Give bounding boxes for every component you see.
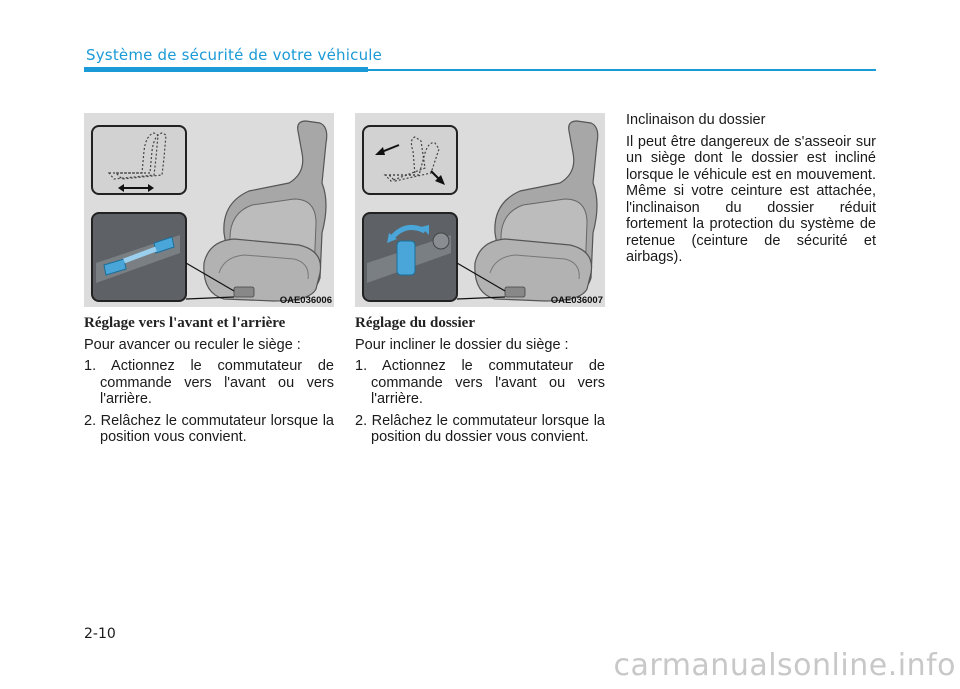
header-accent-bar xyxy=(84,67,368,72)
step-item: 1. Actionnez le commutateur de commande vers l'avant ou vers l'arrière. xyxy=(84,358,334,407)
step-item: 1. Actionnez le commutateur de commande vers l'avant ou vers l'arrière. xyxy=(355,358,605,407)
seat-position-inset xyxy=(92,126,186,194)
warning-heading: Inclinaison du dossier xyxy=(626,112,766,128)
switch-closeup-inset xyxy=(92,213,186,301)
seat-icon xyxy=(475,121,598,301)
section-title: Réglage vers l'avant et l'arrière xyxy=(84,315,286,331)
recline-inset xyxy=(363,126,457,194)
figure-code: OAE036007 xyxy=(550,295,603,306)
page-number: 2-10 xyxy=(84,626,116,642)
switch-closeup-inset xyxy=(363,213,457,301)
section-title: Réglage du dossier xyxy=(355,315,475,331)
intro-text: Pour avancer ou reculer le siège : xyxy=(84,336,301,353)
seatback-recline-illustration xyxy=(355,113,605,307)
seat-icon xyxy=(204,121,327,301)
recline-warning-section xyxy=(626,112,876,271)
header-rule xyxy=(368,69,876,71)
seat-fore-aft-illustration xyxy=(84,113,334,307)
step-item: 2. Relâchez le commutateur lorsque la position vous convient. xyxy=(84,412,334,445)
figure-seat-fore-aft xyxy=(84,113,334,307)
figure-seatback-recline xyxy=(355,113,605,307)
recline-section xyxy=(355,315,605,451)
section-header-title: Système de sécurité de votre véhicule xyxy=(86,46,383,64)
step-item: 2. Relâchez le commutateur lorsque la position du dossier vous convient. xyxy=(355,412,605,445)
figure-code: OAE036006 xyxy=(279,295,332,306)
warning-body: Il peut être dangereux de s'asseoir sur un siège dont le dossier est incliné lorsque le véhicule est en mouvement. Même si votre ceinture est attachée, l'inclinaison du dossier réduit fortement la protection du système de retenue (ceinture de sécurité et airbags). xyxy=(626,133,876,265)
watermark-text: carmanualsonline.info xyxy=(613,648,956,683)
intro-text: Pour incliner le dossier du siège : xyxy=(355,336,569,353)
fore-aft-section xyxy=(84,315,334,451)
